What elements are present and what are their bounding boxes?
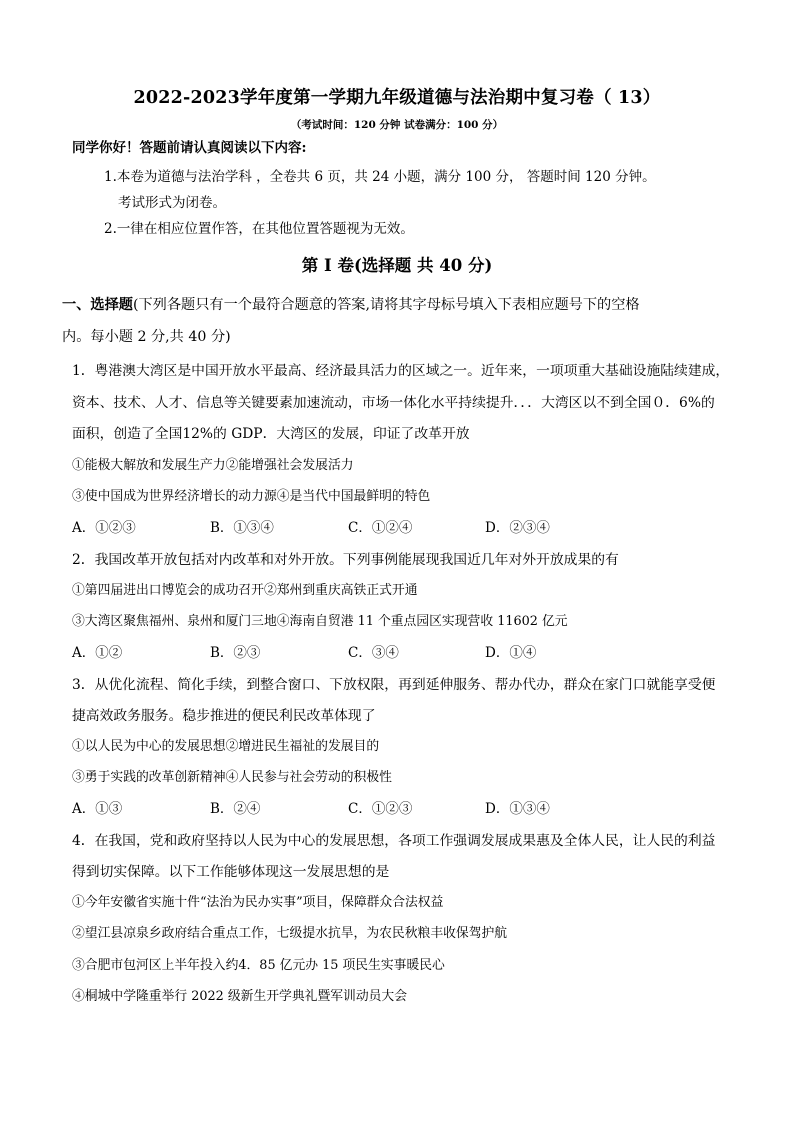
question-1-statement-2: ③使中国成为世界经济增长的动力源④是当代中国最鲜明的特色 (72, 489, 431, 504)
section-title: 第 I 卷(选择题 共 40 分) (301, 256, 493, 275)
question-1-option-c: C．①②④ (348, 520, 413, 536)
question-2-option-c: C．③④ (348, 645, 399, 661)
question-4-statement-1: ①今年安徽省实施十件“法治为民办实事”项目，保障群众合法权益 (72, 895, 444, 910)
question-1-option-b: B．①③④ (210, 520, 274, 536)
section-instruction-text: (下列各题只有一个最符合题意的答案,请将其字母标号填入下表相应题号下的空格 (132, 297, 640, 313)
question-1-statement-1: ①能极大解放和发展生产力②能增强社会发展活力 (72, 458, 354, 473)
section-instruction-label: 一、选择题 (62, 297, 133, 313)
question-4-statement-3: ③合肥市包河区上半年投入约4．85 亿元办 15 项民生实事暖民心 (72, 958, 445, 973)
question-3-option-c: C．①②③ (348, 801, 413, 817)
question-3-line-2: 捷高效政务服务。稳步推进的便民利民改革体现了 (72, 708, 376, 724)
question-3-option-a: A．①③ (72, 801, 123, 817)
question-3-statement-1: ①以人民为中心的发展思想②增进民生福祉的发展目的 (72, 739, 380, 754)
question-1-line-2: 资本、技术、人才、信息等关键要素加速流动，市场一体化水平持续提升．．．大湾区以不到全国０．6%的 (72, 395, 715, 411)
question-3-option-b: B．②④ (210, 801, 261, 817)
exam-subtitle: （考试时间：120 分钟 试卷满分：100 分） (290, 119, 504, 131)
question-1-line-1: 1．粤港澳大湾区是中国开放水平最高、经济最具活力的区域之一。近年来，一项项重大基础设施陆续建成， (72, 363, 730, 379)
question-4-statement-4: ④桐城中学隆重举行 2022 级新生开学典礼暨军训动员大会 (72, 989, 408, 1004)
question-2-line-1: 2．我国改革开放包括对内改革和对外开放。下列事例能展现我国近几年对外开放成果的有 (72, 552, 619, 568)
question-2-option-d: D．①④ (485, 645, 537, 661)
question-1-line-3: 面积，创造了全国12%的 GDP．大湾区的发展，印证了改革开放 (72, 426, 470, 442)
question-3-option-d: D．①③④ (485, 801, 550, 817)
question-1-option-d: D．②③④ (485, 520, 550, 536)
question-4-statement-2: ②望江县凉泉乡政府结合重点工作，七级提水抗旱，为农民秋粮丰收保驾护航 (72, 926, 508, 941)
notice-item-1-cont: 考试形式为闭卷。 (118, 195, 226, 211)
section-instruction-cont: 内。每小题 2 分,共 40 分) (62, 329, 231, 345)
exam-title: 2022-2023学年度第一学期九年级道德与法治期中复习卷（ 13） (133, 88, 661, 108)
question-2-statement-1: ①第四届进出口博览会的成功召开②郑州到重庆高铁正式开通 (72, 583, 418, 598)
notice-item-2: 2.一律在相应位置作答，在其他位置答题视为无效。 (104, 221, 414, 237)
section-instruction (62, 296, 640, 314)
question-2-statement-2: ③大湾区聚焦福州、泉州和厦门三地④海南自贸港 11 个重点园区实现营收 11602 亿元 (72, 614, 568, 629)
question-4-line-1: 4．在我国，党和政府坚持以人民为中心的发展思想，各项工作强调发展成果惠及全体人民，让人民的利益 (72, 833, 716, 849)
notice-item-1: 1.本卷为道德与法治学科 ，全卷共 6 页，共 24 小题，满分 100 分， 答题时间 120 分钟。 (104, 169, 656, 185)
question-3-statement-2: ③勇于实践的改革创新精神④人民参与社会劳动的积极性 (72, 770, 392, 785)
question-2-option-b: B．②③ (210, 645, 261, 661)
question-1-option-a: A．①②③ (72, 520, 136, 536)
notice-greeting: 同学你好！答题前请认真阅读以下内容: (72, 140, 307, 156)
question-2-option-a: A．①② (72, 645, 123, 661)
question-3-line-1: 3．从优化流程、简化手续，到整合窗口、下放权限，再到延伸服务、帮办代办，群众在家门口就能享受便 (72, 677, 716, 693)
question-4-line-2: 得到切实保障。以下工作能够体现这一发展思想的是 (72, 864, 390, 880)
